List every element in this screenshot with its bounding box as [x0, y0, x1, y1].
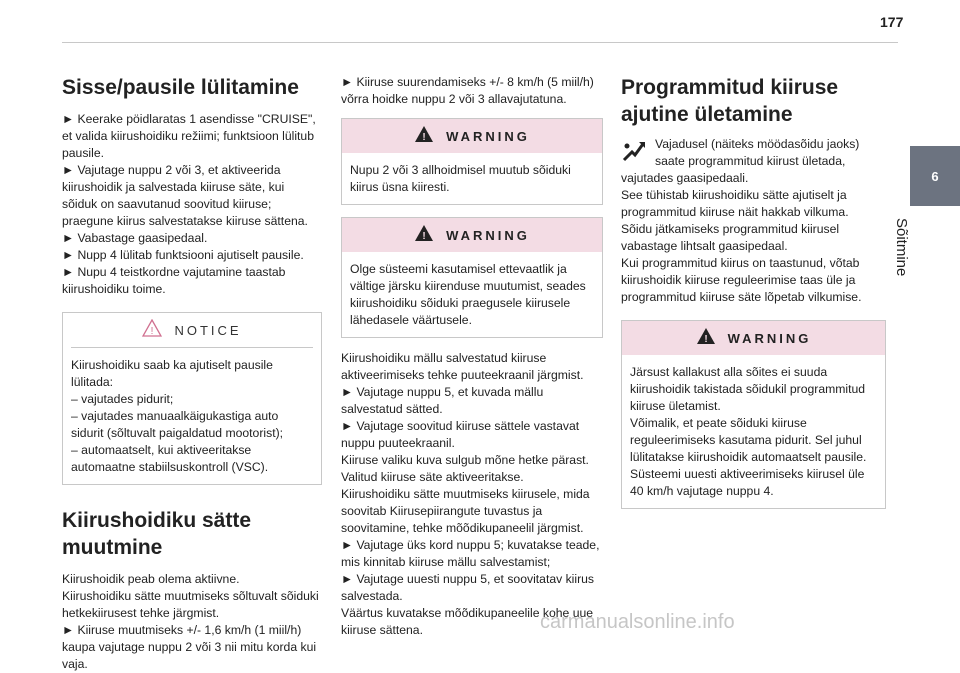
svg-text:!: !: [422, 132, 426, 143]
warning-box: [341, 118, 603, 205]
warning-box: [341, 217, 603, 338]
body-text: Kiirushoidiku sätte muutmiseks sõltuvalt sõiduki hetkekiirusest tehke järgmist.: [62, 589, 319, 620]
warning-text: Järsust kallakust alla sõites ei suuda kiirushoidik takistada sõidukil programmitud kiiruse ületamist.: [630, 365, 866, 413]
notice-box: [62, 312, 322, 485]
body-text: Kui programmitud kiirus on taastunud, võtab kiirushoidik kiiruse reguleerimise taas üle ja programmitud kiiruse säte lõpetab vilkumise.: [621, 256, 862, 304]
svg-text:!: !: [422, 231, 426, 242]
watermark: carmanualsonline.info: [540, 611, 735, 633]
body-text: Kiirushoidiku sätte muutmiseks kiirusele, mida soovitab Kiirusepiirangute tuvastus ja soovitamine, tehke mõõdikupaneelil järgmist.: [341, 487, 590, 535]
section-heading: Kiirushoidiku sätte muutmine: [62, 509, 252, 559]
warning-body: Olge süsteemi kasutamisel ettevaatlik ja vältige järsku kiirenduse muutumist, seades kiirushoidiku sõiduki praegusele kiirusele lähedasele väärtusele.: [350, 262, 586, 327]
column-3: [621, 74, 886, 521]
body-text: Kiiruse valiku kuva sulgub mõne hetke pärast.: [341, 453, 589, 467]
body-text: Valitud kiiruse säte aktiveeritakse.: [341, 470, 524, 484]
instruction-text: ► Nupu 4 teistkordne vajutamine taastab kiirushoidiku toime.: [62, 265, 286, 296]
section-heading: Sisse/pausile lülitamine: [62, 76, 299, 99]
instruction-text: ► Vajutage uuesti nuppu 5, et soovitatav kiirus salvestada.: [341, 572, 595, 603]
instruction-text: ► Vajutage üks kord nuppu 5; kuvatakse teade, mis kinnitab kiiruse mällu salvestamist;: [341, 538, 600, 569]
column-1: [62, 74, 322, 673]
svg-text:!: !: [703, 334, 708, 345]
warning-triangle-icon: [414, 224, 434, 246]
notice-header: [63, 313, 321, 347]
notice-title: NOTICE: [174, 322, 242, 338]
body-text: Kiirushoidik peab olema aktiivne.: [62, 572, 240, 586]
instruction-text: ► Nupp 4 lülitab funktsiooni ajutiselt pausile.: [62, 248, 304, 262]
warning-box: [621, 320, 886, 509]
warning-body: Nupu 2 või 3 allhoidmisel muutub sõiduki kiirus üsna kiiresti.: [350, 163, 571, 194]
chapter-label: Sõitmine: [893, 218, 910, 277]
body-text: See tühistab kiirushoidiku sätte ajutiselt ja programmitud kiiruse näit hakkab vilkuma.: [621, 188, 849, 219]
section-heading: Programmitud kiiruse ajutine ületamine: [621, 76, 839, 126]
notice-text: – vajutades manuaalkäigukastiga auto sidurit (sõltuvalt paigaldatud mootorist);: [71, 409, 284, 440]
warning-triangle-icon: [696, 327, 716, 349]
instruction-text: ► Kiiruse suurendamiseks +/- 8 km/h (5 miil/h) võrra hoidke nuppu 2 või 3 allavajutatuna.: [341, 75, 594, 106]
instruction-text: ► Keerake pöidlaratas 1 asendisse "CRUISE", et valida kiirushoidiku režiimi; funktsioon lülitub pausile.: [62, 112, 316, 160]
header-rule: [62, 42, 898, 43]
chapter-tab[interactable]: 6: [910, 146, 960, 206]
notice-text: Kiirushoidiku saab ka ajutiselt pausile lülitada:: [71, 358, 273, 389]
warning-triangle-icon: [142, 319, 162, 341]
instruction-text: ► Vajutage nuppu 5, et kuvada mällu salvestatud sätted.: [341, 385, 544, 416]
column-2: [341, 74, 603, 639]
body-text: Sõidu jätkamiseks programmitud kiirusel vabastage lihtsalt gaasipedaal.: [621, 222, 840, 253]
warning-triangle-icon: [414, 125, 434, 147]
svg-text:!: !: [151, 326, 154, 337]
instruction-text: ► Vajutage soovitud kiiruse sättele vastavat nuppu puuteekraanil.: [341, 419, 580, 450]
warning-body: [622, 355, 885, 508]
body-text: Väärtus kuvatakse mõõdikupaneelile kohe uue kiiruse sättena.: [341, 606, 594, 637]
warning-text: Süsteemi uuesti aktiveerimiseks kiirusel üle 40 km/h vajutage nuppu 4.: [630, 467, 865, 498]
warning-header: [342, 218, 602, 252]
instruction-text: ► Vajutage nuppu 2 või 3, et aktiveerida kiirushoidik ja salvestada kiiruse säte, kui sõiduk on saavutanud soovitud kiiruse; praegune kiirus salvestatakse kiiruse sättena.: [62, 163, 308, 228]
body-text: Kiirushoidiku mällu salvestatud kiiruse aktiveerimiseks tehke puuteekraanil järgmist.: [341, 351, 584, 382]
warning-header: [622, 321, 885, 355]
warning-header: [342, 119, 602, 153]
notice-body: [63, 348, 321, 484]
body-text: Vajadusel (näiteks möödasõidu jaoks) saate programmitud kiirust ületada, vajutades gaasipedaali.: [621, 137, 860, 185]
notice-text: – automaatselt, kui aktiveeritakse automaatne stabiilsuskontroll (VSC).: [71, 443, 269, 474]
warning-title: WARNING: [446, 128, 530, 144]
instruction-text: ► Vabastage gaasipedaal.: [62, 231, 208, 245]
warning-text: Võimalik, et peate sõiduki kiiruse reguleerimiseks kasutama pidurit. Sel juhul lülitatakse kiirushoidik automaatselt pausile.: [630, 416, 867, 464]
warning-title: WARNING: [727, 330, 812, 346]
notice-text: – vajutades pidurit;: [71, 392, 174, 406]
instruction-text: ► Kiiruse muutmiseks +/- 1,6 km/h (1 miil/h) kaupa vajutage nuppu 2 või 3 nii mitu korda kui vaja.: [62, 623, 317, 671]
page-number: 177: [880, 14, 904, 30]
warning-title: WARNING: [446, 227, 530, 243]
speed-overtake-icon: [621, 138, 647, 164]
